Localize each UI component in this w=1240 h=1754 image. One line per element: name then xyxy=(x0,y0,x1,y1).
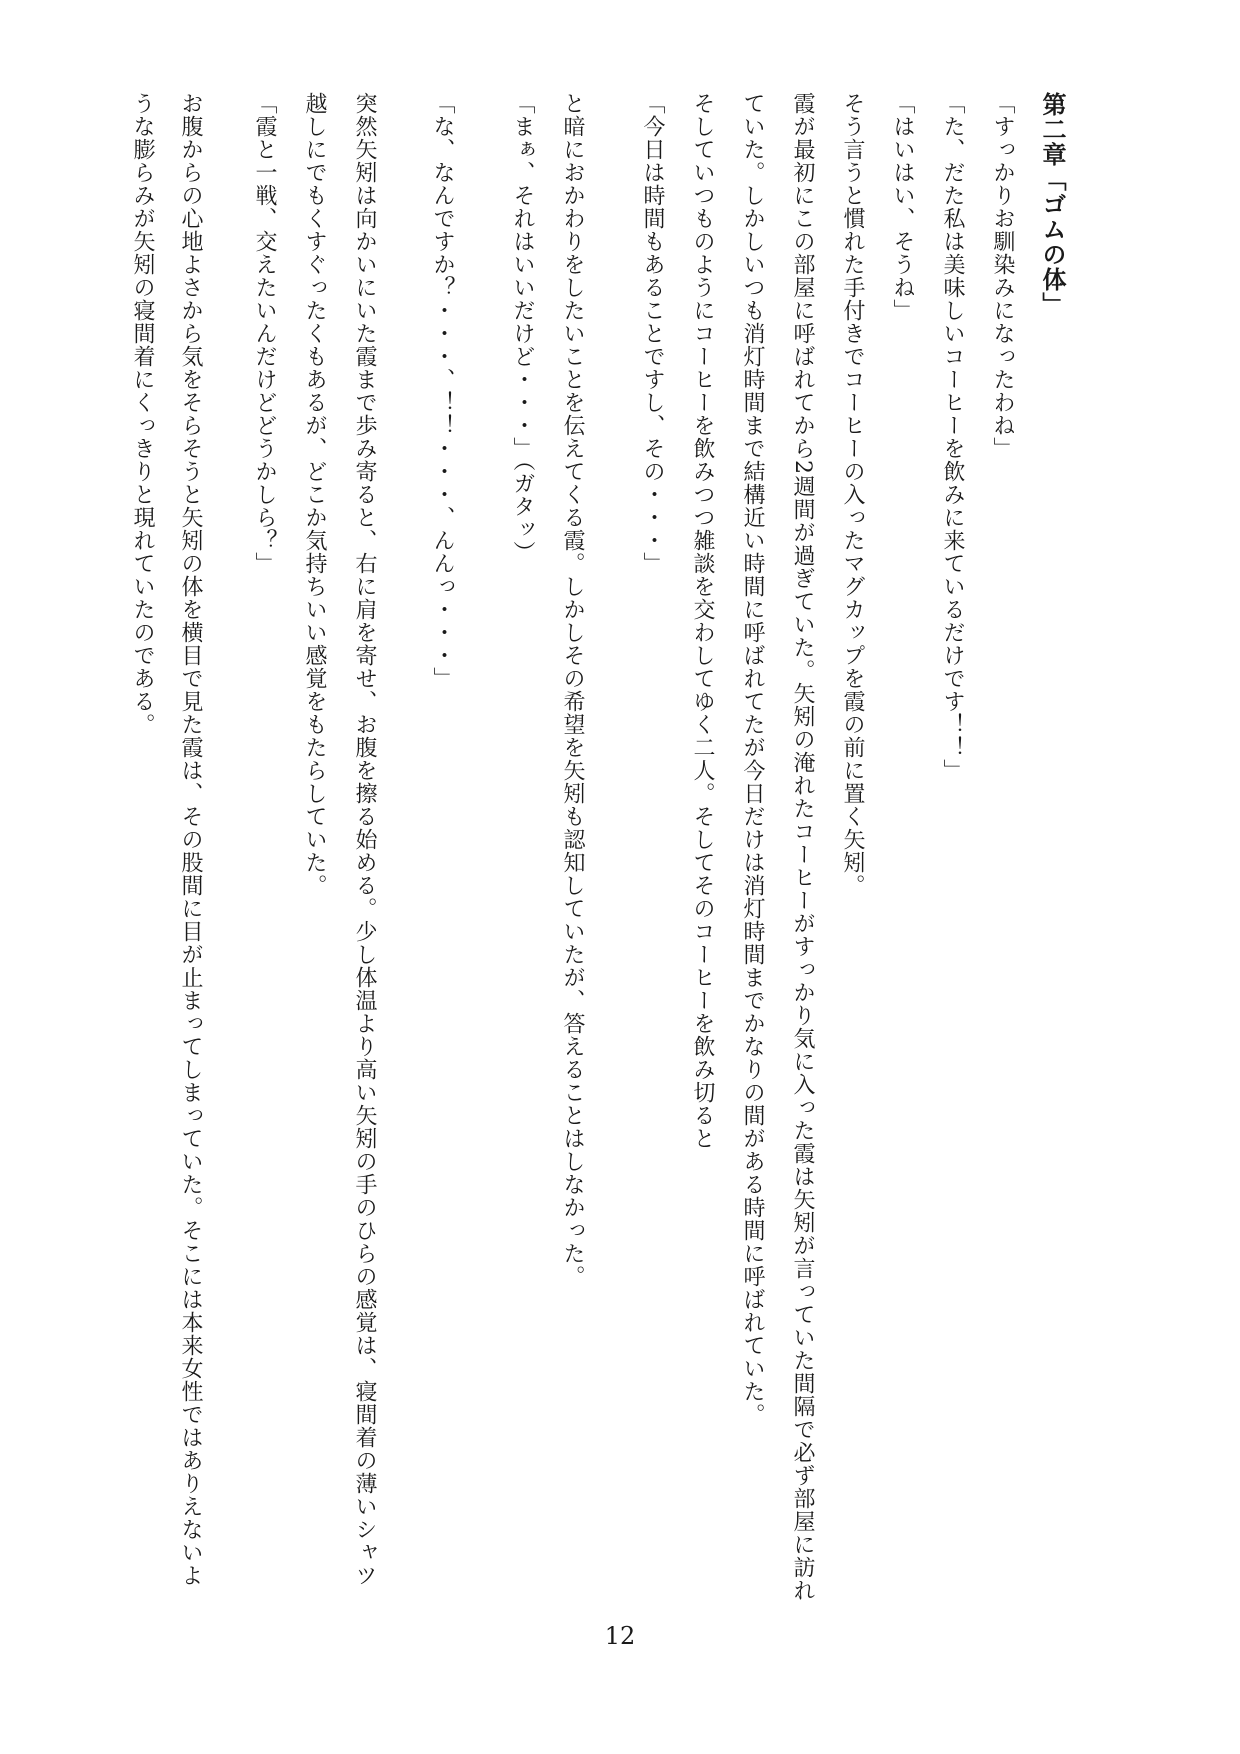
text-line-12: 突然矢矧は向かいにいた霞まで歩み寄ると、右に肩を寄せ、お腹を擦る始める。少し体温より高い矢矧の手のひらの感覚は、寝間着の薄いシャツ xyxy=(352,92,377,1587)
text-line-9: と暗におかわりをしたいことを伝えてくる霞。しかしその希望を矢矧も認知していたが、答えることはしなかった。 xyxy=(560,92,585,1288)
chapter-title: 第二章「ゴムの体」 xyxy=(1038,92,1067,317)
text-line-3: 「はいはい、そうね」 xyxy=(890,92,915,322)
text-line-4: そう言うと慣れた手付きでコーヒーの入ったマグカップを霞の前に置く矢矧。 xyxy=(840,92,865,897)
text-line-6: ていた。しかしいつも消灯時間まで結構近い時間に呼ばれてたが今日だけは消灯時間までかなりの間がある時間に呼ばれていた。 xyxy=(740,92,765,1426)
text-line-1: 「すっかりお馴染みになったわね」 xyxy=(990,92,1015,460)
text-line-14: 「霞と一戦、交えたいんだけどどうかしら？」 xyxy=(252,92,277,575)
text-line-7: そしていつものようにコーヒーを飲みつつ雑談を交わしてゆく二人。そしてそのコーヒーを飲み切ると xyxy=(690,92,715,1150)
page-number: 12 xyxy=(604,1622,636,1650)
text-line-10: 「まぁ、それはいいだけど・・・」（ガタッ） xyxy=(510,92,535,564)
text-line-11: 「な、なんですか？・・・、！！・・・、んんっ・・・」 xyxy=(430,92,455,690)
text-line-13: 越しにでもくすぐったくもあるが、どこか気持ちいい感覚をもたらしていた。 xyxy=(302,92,327,897)
text-line-16: うな膨らみが矢矧の寝間着にくっきりと現れていたのである。 xyxy=(130,92,155,736)
text-line-2: 「た、だた私は美味しいコーヒーを飲みに来ているだけです！！」 xyxy=(940,92,965,782)
text-line-8: 「今日は時間もあることですし、その・・・」 xyxy=(640,92,665,575)
text-line-5: 霞が最初にこの部屋に呼ばれてから2週間が過ぎていた。矢矧の淹れたコーヒーがすっかり気に入った霞は矢矧が言っていた間隔で必ず部屋に訪れ xyxy=(790,92,815,1602)
text-line-15: お腹からの心地よさから気をそらそうと矢矧の体を横目で見た霞は、その股間に目が止まってしまっていた。そこには本来女性ではありえないよ xyxy=(178,92,203,1587)
